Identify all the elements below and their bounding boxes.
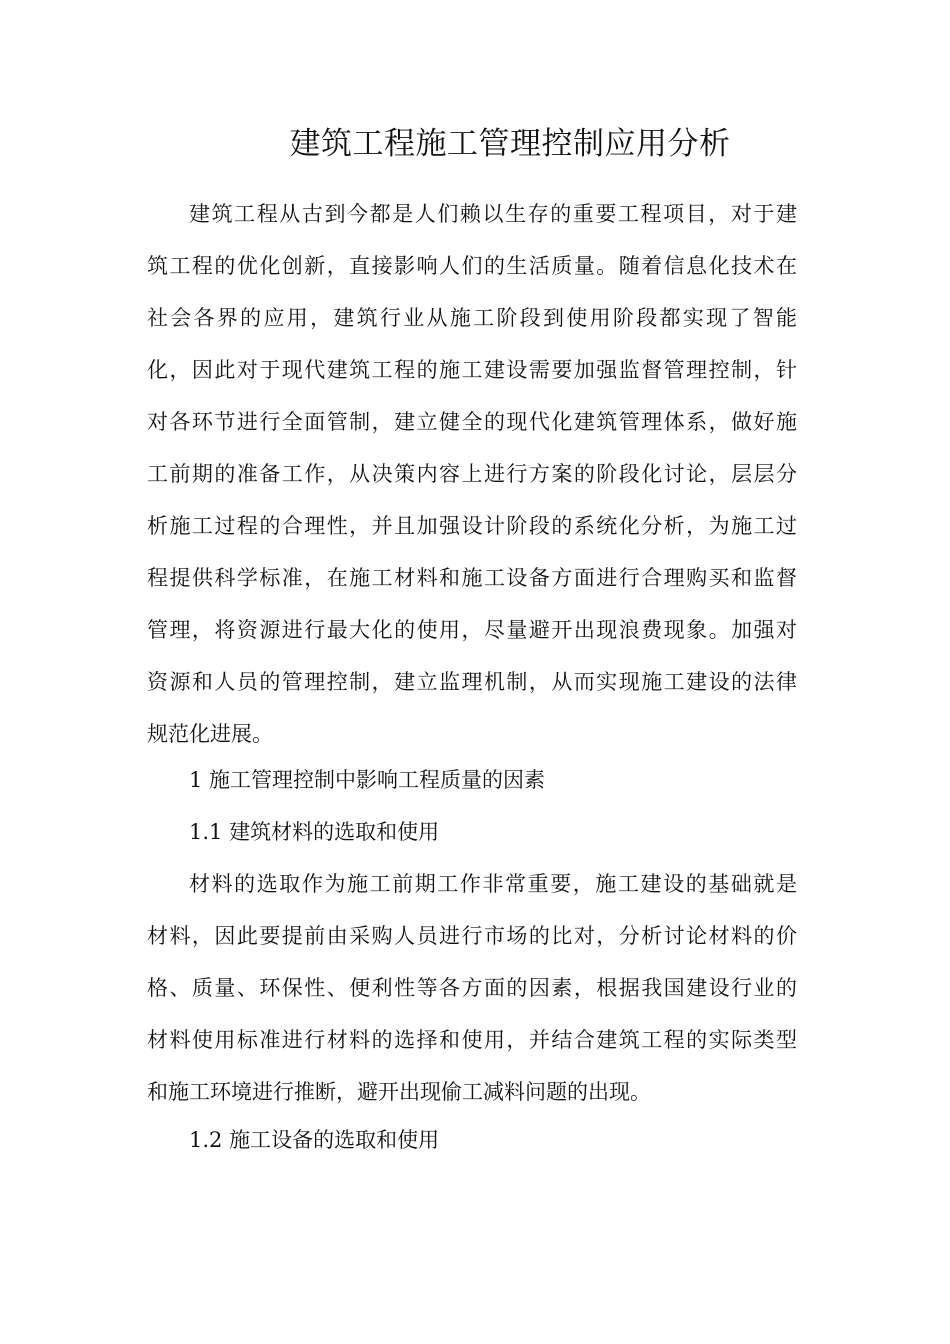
section-headings-1: [147, 754, 797, 858]
subsection-heading: 1.1 建筑材料的选取和使用: [189, 820, 440, 844]
text-line: 社会各界的应用，建筑行业从施工阶段到使用阶段都实现了智能: [147, 306, 797, 330]
section-headings-2: [147, 1114, 797, 1166]
text-line: 化，因此对于现代建筑工程的施工建设需要加强监督管理控制，针: [147, 358, 797, 382]
text-line: 管理，将资源进行最大化的使用，尽量避开出现浪费现象。加强对: [147, 618, 797, 642]
text-line: 筑工程的优化创新，直接影响人们的生活质量。随着信息化技术在: [147, 254, 797, 278]
text-line: 材料的选取作为施工前期工作非常重要，施工建设的基础就是: [189, 872, 797, 896]
text-line: 格、质量、环保性、便利性等各方面的因素，根据我国建设行业的: [147, 976, 797, 1000]
subsection-heading: 1.2 施工设备的选取和使用: [189, 1128, 440, 1152]
materials-paragraph: [147, 858, 797, 1118]
section-heading: 1 施工管理控制中影响工程质量的因素: [189, 768, 546, 792]
text-line: 析施工过程的合理性，并且加强设计阶段的系统化分析，为施工过: [147, 514, 797, 538]
text-line: 工前期的准备工作，从决策内容上进行方案的阶段化讨论，层层分: [147, 462, 797, 486]
text-line: 和施工环境进行推断，避开出现偷工减料问题的出现。: [147, 1080, 651, 1104]
text-line: 材料，因此要提前由采购人员进行市场的比对，分析讨论材料的价: [147, 924, 797, 948]
text-line: 对各环节进行全面管制，建立健全的现代化建筑管理体系，做好施: [147, 410, 797, 434]
text-line: 材料使用标准进行材料的选择和使用，并结合建筑工程的实际类型: [147, 1028, 797, 1052]
document-title: 建筑工程施工管理控制应用分析: [289, 126, 731, 162]
text-line: 规范化进展。: [147, 722, 273, 746]
intro-paragraph: [147, 188, 797, 760]
text-line: 资源和人员的管理控制，建立监理机制，从而实现施工建设的法律: [147, 670, 797, 694]
text-line: 程提供科学标准，在施工材料和施工设备方面进行合理购买和监督: [147, 566, 797, 590]
text-line: 建筑工程从古到今都是人们赖以生存的重要工程项目，对于建: [189, 202, 797, 226]
